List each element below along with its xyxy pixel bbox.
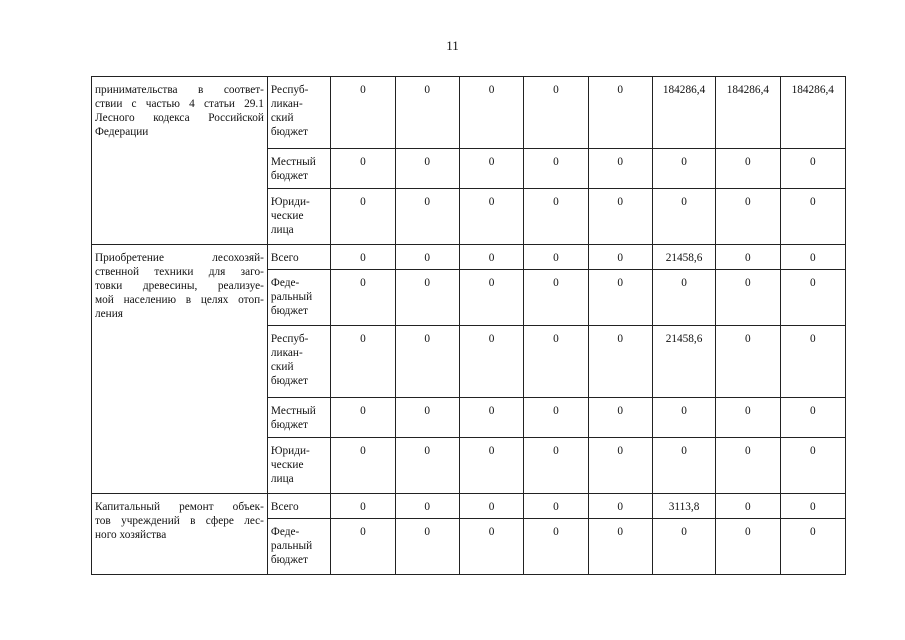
- value-cell: 0: [331, 494, 395, 519]
- funding-source-line: ликан-: [270, 347, 303, 359]
- table-row: [92, 245, 846, 270]
- activity-cell: [92, 77, 268, 245]
- activity-line: ления: [95, 308, 123, 320]
- funding-source-line: ральный: [270, 540, 313, 552]
- value-cell: 0: [395, 438, 459, 494]
- value-cell: 0: [716, 519, 780, 575]
- value-cell: 0: [459, 398, 523, 438]
- value-cell: 0: [459, 494, 523, 519]
- activity-line: ного хозяйства: [95, 529, 167, 541]
- table-row: [92, 77, 846, 149]
- value-cell: 184286,4: [652, 77, 715, 149]
- value-cell: 0: [395, 398, 459, 438]
- value-cell: 0: [524, 519, 588, 575]
- value-cell: 0: [716, 245, 780, 270]
- value-cell: 0: [716, 270, 780, 326]
- value-cell: 0: [331, 326, 395, 398]
- value-cell: 0: [588, 245, 652, 270]
- funding-source-line: Респуб-: [270, 333, 309, 345]
- value-cell: 0: [395, 494, 459, 519]
- value-cell: 184286,4: [716, 77, 780, 149]
- funding-source-line: бюджет: [270, 419, 308, 431]
- value-cell: 0: [588, 270, 652, 326]
- activity-line: ствии с частью 4 статьи 29.1: [95, 98, 264, 110]
- funding-source-cell: [267, 270, 330, 326]
- value-cell: 0: [524, 494, 588, 519]
- funding-source-cell: [267, 438, 330, 494]
- value-cell: 0: [524, 326, 588, 398]
- funding-source-line: ческие: [270, 210, 304, 222]
- value-cell: 0: [524, 270, 588, 326]
- value-cell: 3113,8: [652, 494, 715, 519]
- funding-source-line: ральный: [270, 291, 313, 303]
- value-cell: 0: [780, 149, 845, 189]
- page-number: 11: [446, 38, 459, 53]
- funding-source-cell: [267, 519, 330, 575]
- value-cell: 0: [652, 270, 715, 326]
- funding-source-line: бюджет: [270, 305, 308, 317]
- value-cell: 0: [459, 519, 523, 575]
- activity-line: Приобретение лесохозяй-: [95, 252, 264, 264]
- value-cell: 0: [331, 149, 395, 189]
- value-cell: 0: [588, 326, 652, 398]
- activity-line: Федерации: [95, 126, 149, 138]
- value-cell: 0: [524, 245, 588, 270]
- value-cell: 0: [524, 398, 588, 438]
- value-cell: 0: [588, 438, 652, 494]
- funding-source-line: Юриди-: [270, 196, 310, 208]
- value-cell: 0: [459, 245, 523, 270]
- value-cell: 0: [459, 149, 523, 189]
- value-cell: 0: [395, 189, 459, 245]
- value-cell: 0: [652, 149, 715, 189]
- value-cell: 0: [780, 326, 845, 398]
- activity-line: Лесного кодекса Российской: [95, 112, 264, 124]
- activity-line: товки древесины, реализуе-: [95, 280, 264, 292]
- value-cell: 0: [395, 245, 459, 270]
- value-cell: 0: [524, 149, 588, 189]
- funding-source-line: Феде-: [270, 526, 300, 538]
- funding-source-line: ский: [270, 361, 294, 373]
- funding-source-cell: [267, 326, 330, 398]
- value-cell: 0: [395, 519, 459, 575]
- value-cell: 0: [780, 494, 845, 519]
- value-cell: 0: [588, 494, 652, 519]
- value-cell: 0: [331, 245, 395, 270]
- funding-source-line: бюджет: [270, 375, 308, 387]
- value-cell: 0: [780, 270, 845, 326]
- value-cell: 0: [331, 398, 395, 438]
- funding-source-cell: [267, 189, 330, 245]
- value-cell: 184286,4: [780, 77, 845, 149]
- value-cell: 0: [395, 149, 459, 189]
- funding-source-line: ческие: [270, 459, 304, 471]
- funding-source-line: ликан-: [270, 98, 303, 110]
- activity-line: ственной техники для заго-: [95, 266, 264, 278]
- value-cell: 0: [331, 270, 395, 326]
- value-cell: 0: [459, 438, 523, 494]
- value-cell: 0: [524, 189, 588, 245]
- value-cell: 0: [395, 77, 459, 149]
- activity-cell: [92, 494, 268, 575]
- value-cell: 21458,6: [652, 245, 715, 270]
- funding-source-cell: [267, 77, 330, 149]
- value-cell: 0: [716, 189, 780, 245]
- value-cell: 0: [716, 149, 780, 189]
- value-cell: 0: [780, 398, 845, 438]
- value-cell: 0: [395, 326, 459, 398]
- value-cell: 0: [716, 326, 780, 398]
- value-cell: 0: [652, 438, 715, 494]
- funding-source-line: Всего: [270, 501, 299, 513]
- value-cell: 0: [459, 189, 523, 245]
- value-cell: 0: [459, 326, 523, 398]
- funding-source-line: бюджет: [270, 126, 308, 138]
- funding-source-cell: [267, 494, 330, 519]
- budget-table: [91, 76, 846, 575]
- activity-line: тов учреждений в сфере лес-: [95, 515, 264, 527]
- value-cell: 0: [716, 494, 780, 519]
- value-cell: 0: [588, 149, 652, 189]
- value-cell: 0: [395, 270, 459, 326]
- funding-source-line: Местный: [270, 405, 316, 417]
- value-cell: 0: [588, 398, 652, 438]
- activity-line: мой населению в целях отоп-: [95, 294, 264, 306]
- value-cell: 0: [716, 398, 780, 438]
- value-cell: 0: [459, 77, 523, 149]
- value-cell: 0: [780, 438, 845, 494]
- value-cell: 0: [331, 519, 395, 575]
- value-cell: 21458,6: [652, 326, 715, 398]
- value-cell: 0: [331, 438, 395, 494]
- funding-source-line: бюджет: [270, 554, 308, 566]
- funding-source-line: лица: [270, 224, 294, 236]
- value-cell: 0: [588, 189, 652, 245]
- activity-line: Капитальный ремонт объек-: [95, 501, 264, 513]
- value-cell: 0: [652, 519, 715, 575]
- value-cell: 0: [331, 77, 395, 149]
- funding-source-line: Местный: [270, 156, 316, 168]
- funding-source-line: Феде-: [270, 277, 300, 289]
- activity-cell: [92, 245, 268, 494]
- value-cell: 0: [716, 438, 780, 494]
- funding-source-line: ский: [270, 112, 294, 124]
- value-cell: 0: [652, 398, 715, 438]
- value-cell: 0: [780, 245, 845, 270]
- funding-source-cell: [267, 245, 330, 270]
- funding-source-cell: [267, 149, 330, 189]
- funding-source-line: Юриди-: [270, 445, 310, 457]
- funding-source-line: Всего: [270, 252, 299, 264]
- value-cell: 0: [780, 519, 845, 575]
- value-cell: 0: [588, 519, 652, 575]
- funding-source-cell: [267, 398, 330, 438]
- activity-line: принимательства в соответ-: [95, 84, 264, 96]
- value-cell: 0: [331, 189, 395, 245]
- value-cell: 0: [459, 270, 523, 326]
- value-cell: 0: [652, 189, 715, 245]
- funding-source-line: бюджет: [270, 170, 308, 182]
- funding-source-line: Респуб-: [270, 84, 309, 96]
- table-row: [92, 494, 846, 519]
- value-cell: 0: [780, 189, 845, 245]
- value-cell: 0: [524, 77, 588, 149]
- funding-source-line: лица: [270, 473, 294, 485]
- value-cell: 0: [588, 77, 652, 149]
- value-cell: 0: [524, 438, 588, 494]
